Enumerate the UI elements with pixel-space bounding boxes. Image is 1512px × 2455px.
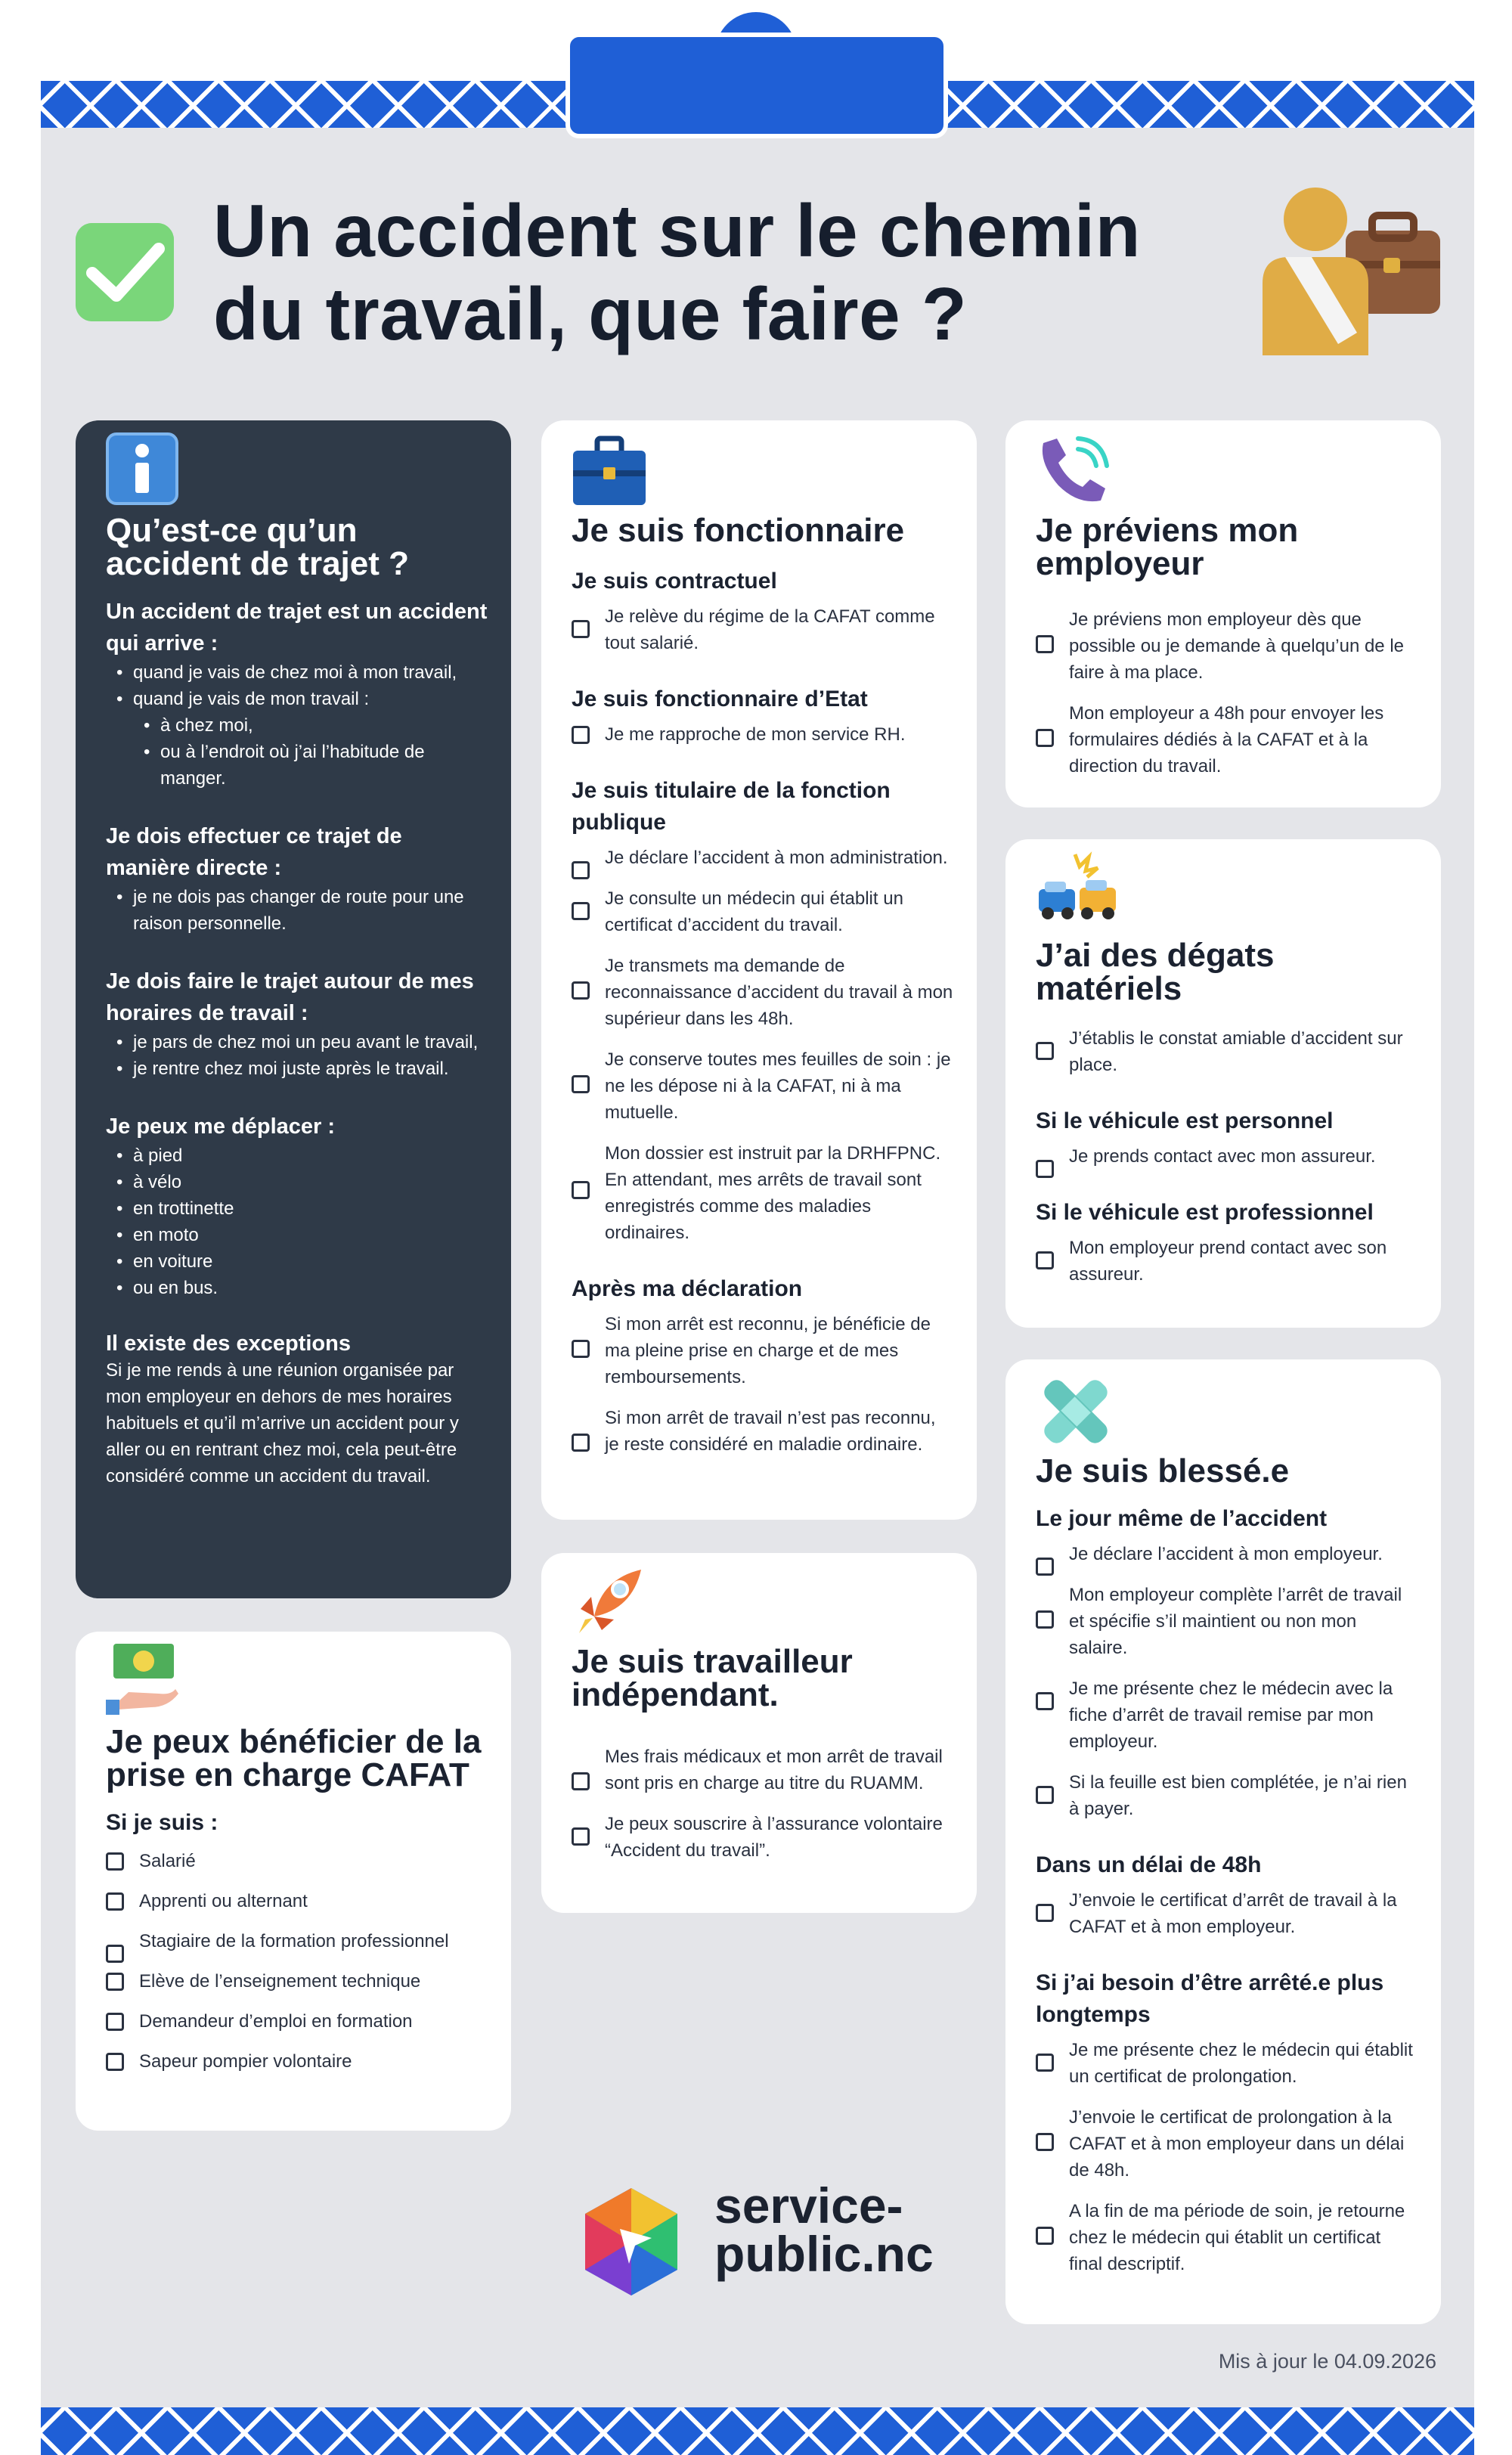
checkbox[interactable] (572, 1827, 590, 1846)
info-bullet: • je pars de chez moi un peu avant le travail, (106, 1029, 488, 1055)
info-section-heading: Un accident de trajet est un accident qui arrive : (106, 600, 488, 656)
info-section-heading: Il existe des exceptions (106, 1331, 351, 1356)
employeur-card (1005, 420, 1441, 807)
checkbox[interactable] (572, 1434, 590, 1452)
checklist-item[interactable]: Je déclare l’accident à mon employeur. (1036, 1541, 1418, 1567)
checklist-item[interactable]: Je déclare l’accident à mon administration. (572, 845, 954, 871)
injured-person-with-briefcase-icon (1255, 185, 1444, 359)
checkbox[interactable] (106, 2013, 124, 2031)
info-sub-bullet: • à chez moi, (133, 712, 488, 739)
info-exception-text: Si je me rends à une réunion organisée par mon employeur en dehors de mes horaires habituels et qu’il m’arrive un accident pour y aller ou en rentrant chez moi, cela peut-être considéré comme un accident du travail. (106, 1360, 459, 1486)
checkbox[interactable] (572, 861, 590, 879)
checklist-item[interactable]: Mon dossier est instruit par la DRHFPNC. En attendant, mes arrêts de travail sont enregistrés comme des maladies ordinaires. (572, 1140, 954, 1246)
checklist-item[interactable]: Si mon arrêt est reconnu, je bénéficie de ma pleine prise en charge et de mes remboursements. (572, 1311, 954, 1390)
bandage-icon (1036, 1372, 1116, 1452)
transport-item-car: • en voiture (106, 1248, 488, 1275)
cafat-checkbox-item[interactable]: Demandeur d’emploi en formation (106, 2008, 488, 2035)
last-updated-text: Mis à jour le 04.09.2026 (1218, 2350, 1436, 2373)
clipboard-clip (565, 33, 948, 138)
checkbox[interactable] (572, 1181, 590, 1199)
checklist-item[interactable]: Mon employeur complète l’arrêt de travail et spécifie s’il maintient ou non mon salaire. (1036, 1582, 1418, 1661)
checklist-item[interactable]: Mes frais médicaux et mon arrêt de travail sont pris en charge au titre du RUAMM. (572, 1744, 954, 1796)
info-section-heading: Je peux me déplacer : (106, 1114, 336, 1139)
checkbox[interactable] (572, 726, 590, 744)
checklist-item[interactable]: Je me rapproche de mon service RH. (572, 721, 954, 748)
checkbox[interactable] (106, 1973, 124, 1991)
info-section-heading: Je dois effectuer ce trajet de manière directe : (106, 824, 402, 880)
cafat-subtitle: Si je suis : (106, 1810, 218, 1835)
car-crash-icon (1036, 851, 1119, 927)
checkbox[interactable] (572, 620, 590, 638)
transport-item-scooter: • en trottinette (106, 1195, 488, 1222)
checkbox[interactable] (572, 981, 590, 1000)
info-sub-bullet: • ou à l’endroit où j’ai l’habitude de manger. (133, 739, 488, 792)
checklist-item[interactable]: J’envoie le certificat d’arrêt de travail à la CAFAT et à mon employeur. (1036, 1887, 1418, 1940)
checkbox[interactable] (1036, 2227, 1054, 2245)
checkmark-badge-icon (76, 223, 174, 321)
fonctionnaire-card-title: Je suis fonctionnaire (572, 512, 905, 549)
section-heading: Si le véhicule est personnel (1036, 1108, 1334, 1133)
independant-card (541, 1553, 977, 1913)
checkbox[interactable] (1036, 2133, 1054, 2151)
bottom-decorative-band (41, 2407, 1474, 2455)
checklist-item[interactable]: Je me présente chez le médecin qui établit un certificat de prolongation. (1036, 2037, 1418, 2090)
checkbox[interactable] (572, 1772, 590, 1790)
info-bullet: • je rentre chez moi juste après le travail. (106, 1055, 488, 1082)
info-bullet: • quand je vais de mon travail : • à chez moi, • ou à l’endroit où j’ai l’habitude de manger. (106, 686, 488, 792)
info-bullet: • je ne dois pas changer de route pour une raison personnelle. (106, 884, 488, 937)
section-heading: Dans un délai de 48h (1036, 1852, 1262, 1877)
checklist-item[interactable]: Mon employeur prend contact avec son assureur. (1036, 1235, 1418, 1288)
checkbox[interactable] (106, 2053, 124, 2071)
checkbox[interactable] (106, 1892, 124, 1911)
section-heading: Je suis contractuel (572, 569, 777, 594)
checkbox[interactable] (1036, 1786, 1054, 1804)
checkbox[interactable] (1036, 1042, 1054, 1060)
section-heading: Je suis titulaire de la fonction publique (572, 778, 891, 835)
blesse-card-title: Je suis blessé.e (1036, 1452, 1290, 1489)
employeur-card-title: Je préviens mon employeur (1036, 512, 1299, 582)
checklist-item[interactable]: Je peux souscrire à l’assurance volontaire “Accident du travail”. (572, 1811, 954, 1864)
info-bullet: • quand je vais de chez moi à mon travail, (106, 659, 488, 686)
section-heading: Si le véhicule est professionnel (1036, 1200, 1374, 1225)
checklist-item[interactable]: Je consulte un médecin qui établit un certificat d’accident du travail. (572, 885, 954, 938)
section-heading: Je suis fonctionnaire d’Etat (572, 687, 868, 711)
checkbox[interactable] (572, 1075, 590, 1093)
info-card (76, 420, 511, 1598)
money-hand-icon (106, 1639, 181, 1715)
checkbox[interactable] (1036, 1610, 1054, 1629)
cafat-checkbox-item[interactable]: Elève de l’enseignement technique (106, 1968, 488, 1995)
checkbox[interactable] (1036, 1558, 1054, 1576)
checkbox[interactable] (572, 1340, 590, 1358)
page-title: Un accident sur le chemin du travail, que faire ? (213, 189, 1141, 355)
checkbox[interactable] (106, 1852, 124, 1871)
checklist-item[interactable]: Je transmets ma demande de reconnaissance d’accident du travail à mon supérieur dans les 48h. (572, 953, 954, 1032)
checkbox[interactable] (1036, 1160, 1054, 1178)
info-section-heading: Je dois faire le trajet autour de mes horaires de travail : (106, 969, 474, 1025)
cafat-checkbox-item[interactable]: Salarié (106, 1848, 488, 1874)
checklist-item[interactable]: Je prends contact avec mon assureur. (1036, 1143, 1418, 1170)
checkbox[interactable] (572, 902, 590, 920)
cafat-checkbox-item[interactable]: Sapeur pompier volontaire (106, 2048, 488, 2075)
cafat-checkbox-item[interactable]: Stagiaire de la formation professionnel (106, 1928, 488, 1954)
info-icon (106, 432, 178, 505)
transport-item-walk: • à pied (106, 1142, 488, 1169)
cafat-checkbox-item[interactable]: Apprenti ou alternant (106, 1888, 488, 1914)
independant-card-title: Je suis travailleur indépendant. (572, 1643, 853, 1713)
service-public-logo-icon (575, 2185, 688, 2298)
section-heading: Après ma déclaration (572, 1276, 803, 1301)
degats-card-title: J’ai des dégats matériels (1036, 937, 1275, 1007)
info-card-title: Qu’est-ce qu’un accident de trajet ? (106, 512, 410, 582)
checkbox[interactable] (1036, 635, 1054, 653)
checklist-item[interactable]: Je préviens mon employeur dès que possible ou je demande à quelqu’un de le faire à ma place. (1036, 606, 1418, 686)
checklist-item[interactable]: J’envoie le certificat de prolongation à la CAFAT et à mon employeur dans un délai de 48h. (1036, 2104, 1418, 2184)
checklist-item[interactable]: J’établis le constat amiable d’accident sur place. (1036, 1025, 1418, 1078)
cafat-card (76, 1632, 511, 2131)
checklist-item[interactable]: Si la feuille est bien complétée, je n’ai rien à payer. (1036, 1769, 1418, 1822)
checklist-item[interactable]: Je relève du régime de la CAFAT comme tout salarié. (572, 603, 954, 656)
transport-item-bus: • ou en bus. (106, 1275, 488, 1301)
checklist-item[interactable]: A la fin de ma période de soin, je retourne chez le médecin qui établit un certificat final descriptif. (1036, 2198, 1418, 2277)
checkbox[interactable] (1036, 1251, 1054, 1269)
checkbox[interactable] (1036, 1692, 1054, 1710)
checkbox[interactable] (1036, 1904, 1054, 1922)
phone-icon (1036, 432, 1111, 508)
brand-name: service- public.nc (714, 2178, 934, 2282)
transport-item-moto: • en moto (106, 1222, 488, 1248)
checklist-item[interactable]: Si mon arrêt de travail n’est pas reconnu, je reste considéré en maladie ordinaire. (572, 1405, 954, 1458)
fonctionnaire-card (541, 420, 977, 1520)
transport-item-bike: • à vélo (106, 1169, 488, 1195)
checkbox[interactable] (1036, 729, 1054, 747)
blesse-card (1005, 1359, 1441, 2324)
checkbox[interactable] (1036, 2054, 1054, 2072)
degats-card (1005, 839, 1441, 1328)
cafat-card-title: Je peux bénéficier de la prise en charge CAFAT (106, 1723, 482, 1793)
checklist-item[interactable]: Mon employeur a 48h pour envoyer les formulaires dédiés à la CAFAT et à la direction du travail. (1036, 700, 1418, 780)
briefcase-icon (572, 432, 647, 508)
section-heading: Le jour même de l’accident (1036, 1506, 1328, 1531)
rocket-icon (572, 1564, 647, 1639)
checkbox[interactable] (106, 1945, 124, 1963)
section-heading: Si j’ai besoin d’être arrêté.e plus longtemps (1036, 1970, 1384, 2027)
checklist-item[interactable]: Je conserve toutes mes feuilles de soin : je ne les dépose ni à la CAFAT, ni à ma mutuelle. (572, 1046, 954, 1126)
checklist-item[interactable]: Je me présente chez le médecin avec la fiche d’arrêt de travail remise par mon employeur. (1036, 1675, 1418, 1755)
